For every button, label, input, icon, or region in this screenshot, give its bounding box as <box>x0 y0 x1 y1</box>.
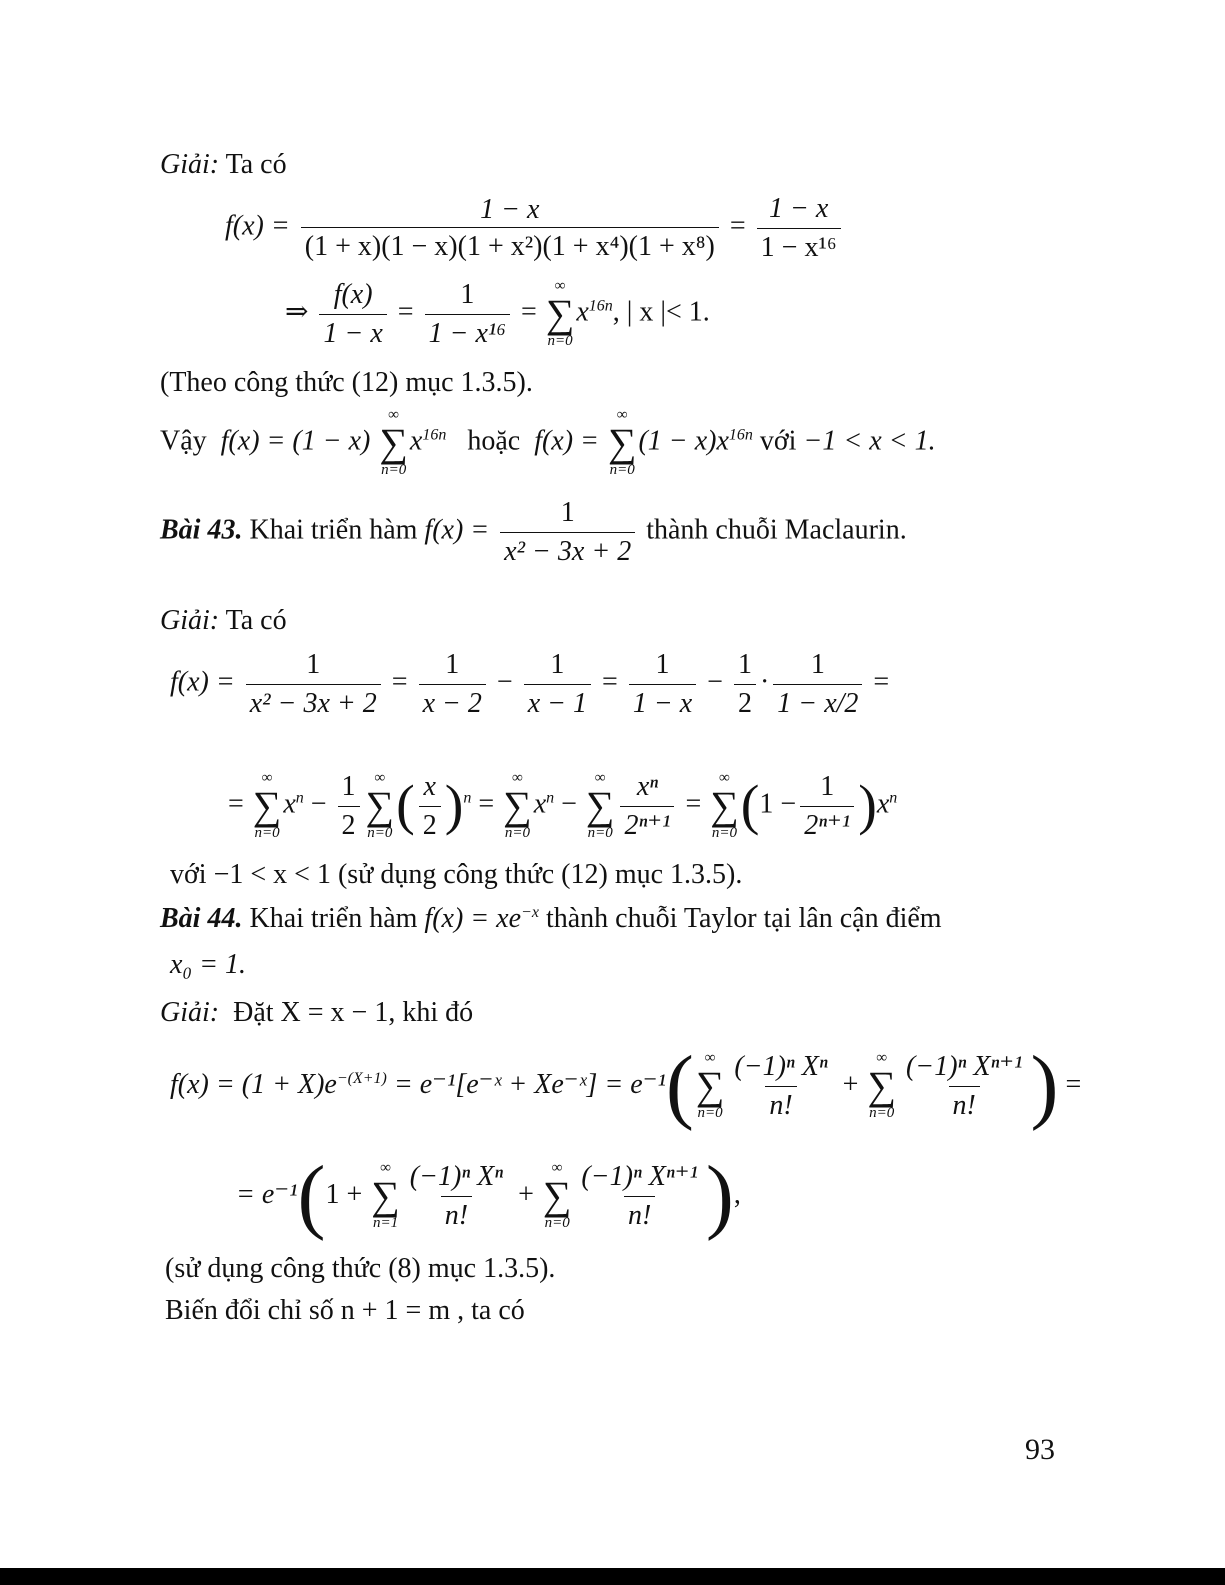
sum-bottom: n=0 <box>367 825 393 842</box>
sum-top: ∞ <box>719 770 730 787</box>
eq4-frac-2 <box>800 770 854 842</box>
eq5-den1: n! <box>765 1086 796 1123</box>
equation-4 <box>228 770 897 842</box>
giai-label: Giải: <box>160 149 220 180</box>
vay-e2: 16n <box>728 426 753 444</box>
eq5-plus: + <box>842 1068 859 1100</box>
exercise-44-f: f(x) = xe <box>424 903 522 934</box>
giai-line-2 <box>160 604 287 638</box>
sigma-symbol: ∑ <box>379 420 408 465</box>
sigma-symbol: ∑ <box>585 783 615 829</box>
eq6-den1: n! <box>441 1196 472 1233</box>
eq5-den2: n! <box>949 1086 980 1123</box>
eq4-frac2-num: 1 <box>820 771 835 802</box>
eq3-n2: 1 <box>445 649 460 680</box>
eq3-n4: 1 <box>655 649 670 680</box>
sigma-symbol: ∑ <box>542 1173 572 1219</box>
eq4-half <box>338 770 360 842</box>
eq5-frac-2 <box>902 1050 1026 1122</box>
eq2-exponent: 16n <box>588 297 613 315</box>
exercise-43-text: Khai triển hàm <box>249 514 418 546</box>
eq4-n: n <box>295 789 304 807</box>
sigma-symbol: ∑ <box>710 783 739 829</box>
eq2-den2: 1 − x¹⁶ <box>425 314 510 351</box>
eq4-xn: x <box>423 771 436 802</box>
eq3-frac-5 <box>734 648 756 720</box>
sum-top: ∞ <box>551 1160 563 1177</box>
eq1-num2: 1 − x <box>768 193 829 224</box>
sigma-symbol: ∑ <box>365 783 395 829</box>
eq2-den: 1 − x <box>319 314 386 351</box>
vay-cond: −1 < x < 1. <box>803 425 936 457</box>
sum-top: ∞ <box>380 1160 391 1177</box>
eq6-end: , <box>733 1178 741 1210</box>
eq5-num2: (−1)ⁿ Xⁿ⁺¹ <box>905 1051 1023 1083</box>
vay-label: Vậy <box>160 425 207 457</box>
eq4-n-2: n <box>463 789 472 807</box>
eq4-half-num: 1 <box>341 771 356 802</box>
eq6-den2: n! <box>624 1196 655 1233</box>
eq4-frac <box>620 770 674 842</box>
eq4-x-3: x <box>876 788 890 820</box>
eq4-n-3: n <box>546 789 555 807</box>
eq2-num2: 1 <box>460 279 475 310</box>
sum-bottom: n=0 <box>869 1105 895 1122</box>
eq3-d6: 1 − x/2 <box>773 684 862 721</box>
left-paren: ( <box>297 1149 326 1242</box>
eq6-num2: (−1)ⁿ Xⁿ⁺¹ <box>581 1161 698 1193</box>
giai-line-1 <box>160 148 287 182</box>
eq5-sum-2 <box>867 1051 896 1121</box>
sum-top: ∞ <box>704 1050 716 1067</box>
giai-text: Đặt X = x − 1, khi đó <box>233 997 474 1028</box>
sum-bottom: n=0 <box>254 825 280 842</box>
sum-top: ∞ <box>512 770 523 787</box>
eq4-sum-1 <box>253 771 282 841</box>
eq3-frac-4 <box>629 648 696 720</box>
equation-3 <box>170 648 889 720</box>
eq1-fraction-1 <box>301 193 719 263</box>
eq1-den2: 1 − x¹⁶ <box>757 228 841 265</box>
eq1-lhs: f(x) = <box>225 210 290 242</box>
eq2-term: x <box>576 296 589 328</box>
vay-f2: f(x) = <box>534 425 599 457</box>
eq6-sum-1 <box>371 1161 400 1231</box>
eq4-n-4: n <box>889 789 898 807</box>
eq6-one: 1 + <box>325 1178 363 1210</box>
vay-sum-1 <box>379 408 408 478</box>
eq3-d5: 2 <box>734 684 756 721</box>
sigma-symbol: ∑ <box>252 783 282 829</box>
eq1-equals: = <box>729 210 746 242</box>
exercise-44-x0: x₀ = 1. <box>170 949 247 980</box>
giai-line-3 <box>160 996 473 1030</box>
eq4-x-2: x <box>533 788 547 820</box>
sum-top: ∞ <box>554 278 566 295</box>
eq4-sum-4 <box>586 771 615 841</box>
eq4-minus-3: − <box>780 788 797 820</box>
sum-bottom: n=0 <box>609 462 635 478</box>
eq4-x-over-2 <box>419 770 441 842</box>
vay-voi: với <box>759 425 797 457</box>
eq4-minus-2: − <box>561 788 577 820</box>
eq1-num: 1 − x <box>480 194 540 225</box>
exercise-44 <box>160 902 942 936</box>
sum-bottom: n=0 <box>697 1105 723 1122</box>
eq3-lhs: f(x) = <box>170 666 235 698</box>
last-line: Biến đổi chỉ số n + 1 = m , ta có <box>165 1295 525 1326</box>
vay-t2: (1 − x)x <box>638 425 729 457</box>
eq4-den: 2ⁿ⁺¹ <box>620 806 674 843</box>
eq4-equals-2: = <box>478 788 495 820</box>
note-3: (sử dụng công thức (8) mục 1.3.5). <box>165 1253 556 1284</box>
eq3-n1: 1 <box>306 649 321 680</box>
eq3-frac-2 <box>419 648 486 720</box>
equation-5 <box>170 1036 1081 1137</box>
eq6-plus: + <box>518 1178 534 1210</box>
eq4-num: xⁿ <box>636 771 659 802</box>
note-2: với −1 < x < 1 (sử dụng công thức (12) mục 1.3.5). <box>170 859 743 890</box>
giai-label: Giải: <box>160 605 220 636</box>
exercise-44-text: Khai triển hàm <box>249 903 418 934</box>
giai-text: Ta có <box>225 605 287 636</box>
sum-bottom: n=0 <box>547 333 573 350</box>
eq5-equals: = <box>1065 1068 1082 1100</box>
exercise-44-rest: thành chuỗi Taylor tại lân cận điểm <box>545 903 942 934</box>
eq1-den: (1 + x)(1 − x)(1 + x²)(1 + x⁴)(1 + x⁸) <box>301 227 719 264</box>
sum-bottom: n=1 <box>372 1215 399 1232</box>
sum-top: ∞ <box>388 407 399 423</box>
eq6-num1: (−1)ⁿ Xⁿ <box>409 1161 504 1193</box>
eq5-num1: (−1)ⁿ Xⁿ <box>734 1051 828 1083</box>
sum-top: ∞ <box>616 407 628 423</box>
eq5-lhs: f(x) = (1 + X)e <box>170 1068 337 1100</box>
sigma-symbol: ∑ <box>695 1063 725 1109</box>
exercise-44-exp: −x <box>521 904 539 921</box>
sum-bottom: n=0 <box>381 462 407 478</box>
sum-top: ∞ <box>261 770 273 787</box>
eq3-dot: · <box>759 666 770 698</box>
vay-e1: 16n <box>422 426 447 444</box>
exercise-43-f: f(x) = <box>424 514 490 546</box>
eq4-frac2-den: 2ⁿ⁺¹ <box>800 806 854 843</box>
exercise-43-den: x² − 3x + 2 <box>500 532 635 569</box>
eq4-equals: = <box>228 788 244 820</box>
eq2-equals-2: = <box>521 296 537 328</box>
eq3-n5: 1 <box>737 649 752 680</box>
sum-top: ∞ <box>374 770 386 787</box>
bottom-scan-border <box>0 1568 1225 1585</box>
equation-1 <box>225 192 845 264</box>
left-paren: ( <box>396 774 415 837</box>
eq3-minus: − <box>496 666 513 698</box>
note-1: (Theo công thức (12) mục 1.3.5). <box>160 367 533 398</box>
conclusion-line <box>160 408 936 478</box>
eq6-frac-2 <box>577 1160 701 1232</box>
eq3-frac-3 <box>524 648 591 720</box>
sum-bottom: n=0 <box>504 825 530 842</box>
vay-t1: x <box>409 425 423 457</box>
eq4-equals-3: = <box>685 788 702 820</box>
eq5-frac-1 <box>730 1050 831 1122</box>
sum-top: ∞ <box>876 1050 888 1067</box>
eq4-sum-2 <box>366 771 395 841</box>
eq5-mid: = e⁻¹[e⁻ˣ + Xe⁻ˣ] = e⁻¹ <box>393 1068 666 1100</box>
exercise-43-label: Bài 43. <box>160 514 243 546</box>
exercise-43-rest: thành chuỗi Maclaurin. <box>646 514 907 546</box>
eq2-sum <box>546 279 575 349</box>
eq4-x: x <box>283 788 296 820</box>
page-number: 93 <box>1025 1433 1055 1466</box>
eq3-equals-2: = <box>602 666 618 698</box>
eq2-num: f(x) <box>333 279 373 310</box>
exercise-43 <box>160 496 907 568</box>
right-paren: ) <box>1030 1039 1059 1132</box>
right-paren: ) <box>858 774 877 837</box>
exercise-43-fraction <box>500 496 635 568</box>
eq3-d2: x − 2 <box>419 684 486 721</box>
eq3-n6: 1 <box>810 649 825 680</box>
sum-bottom: n=0 <box>544 1215 570 1232</box>
eq3-frac-1 <box>246 648 381 720</box>
eq5-lhs-exp: −(X+1) <box>336 1069 387 1087</box>
eq4-minus: − <box>310 788 327 820</box>
sigma-symbol: ∑ <box>371 1173 400 1219</box>
sigma-symbol: ∑ <box>503 783 532 829</box>
left-paren: ( <box>665 1039 694 1132</box>
eq6-frac-1 <box>406 1160 507 1232</box>
eq3-equals-3: = <box>873 666 890 698</box>
sum-bottom: n=0 <box>711 825 738 842</box>
eq2-fraction-2 <box>425 278 510 350</box>
right-paren: ) <box>705 1149 734 1242</box>
eq3-n3: 1 <box>550 649 565 680</box>
exercise-44-label: Bài 44. <box>160 903 243 934</box>
eq1-fraction-2 <box>757 192 841 264</box>
eq4-sum-5 <box>710 771 739 841</box>
exercise-43-num: 1 <box>560 497 575 528</box>
eq3-equals: = <box>391 666 408 698</box>
eq2-equals: = <box>397 296 414 328</box>
vay-f1: f(x) = (1 − x) <box>220 425 371 457</box>
eq4-xd: 2 <box>419 806 441 843</box>
vay-sum-2 <box>608 408 637 478</box>
equation-2 <box>285 278 710 350</box>
eq3-minus-2: − <box>707 666 723 698</box>
eq3-d4: 1 − x <box>629 684 696 721</box>
eq6-sum-2 <box>543 1161 572 1231</box>
giai-label: Giải: <box>160 997 220 1028</box>
eq4-sum-3 <box>503 771 532 841</box>
sigma-symbol: ∑ <box>545 291 575 337</box>
eq6-lhs: = e⁻¹ <box>236 1178 298 1210</box>
sum-top: ∞ <box>594 770 606 787</box>
vay-hoac: hoặc <box>467 425 521 457</box>
eq3-frac-6 <box>773 648 862 720</box>
eq3-d3: x − 1 <box>524 684 591 721</box>
right-paren: ) <box>444 774 464 837</box>
eq4-half-den: 2 <box>338 806 360 843</box>
left-paren: ( <box>740 774 760 837</box>
sum-bottom: n=0 <box>587 825 613 842</box>
eq2-fraction-1 <box>319 278 386 350</box>
sigma-symbol: ∑ <box>607 420 637 465</box>
eq2-condition: , | x |< 1. <box>612 296 710 328</box>
giai-text: Ta có <box>225 149 287 180</box>
equation-6 <box>236 1146 741 1247</box>
sigma-symbol: ∑ <box>867 1063 896 1109</box>
implies-arrow: ⇒ <box>285 296 309 328</box>
eq3-d1: x² − 3x + 2 <box>246 684 381 721</box>
eq4-one: 1 <box>759 788 774 820</box>
eq5-sum-1 <box>696 1051 725 1121</box>
